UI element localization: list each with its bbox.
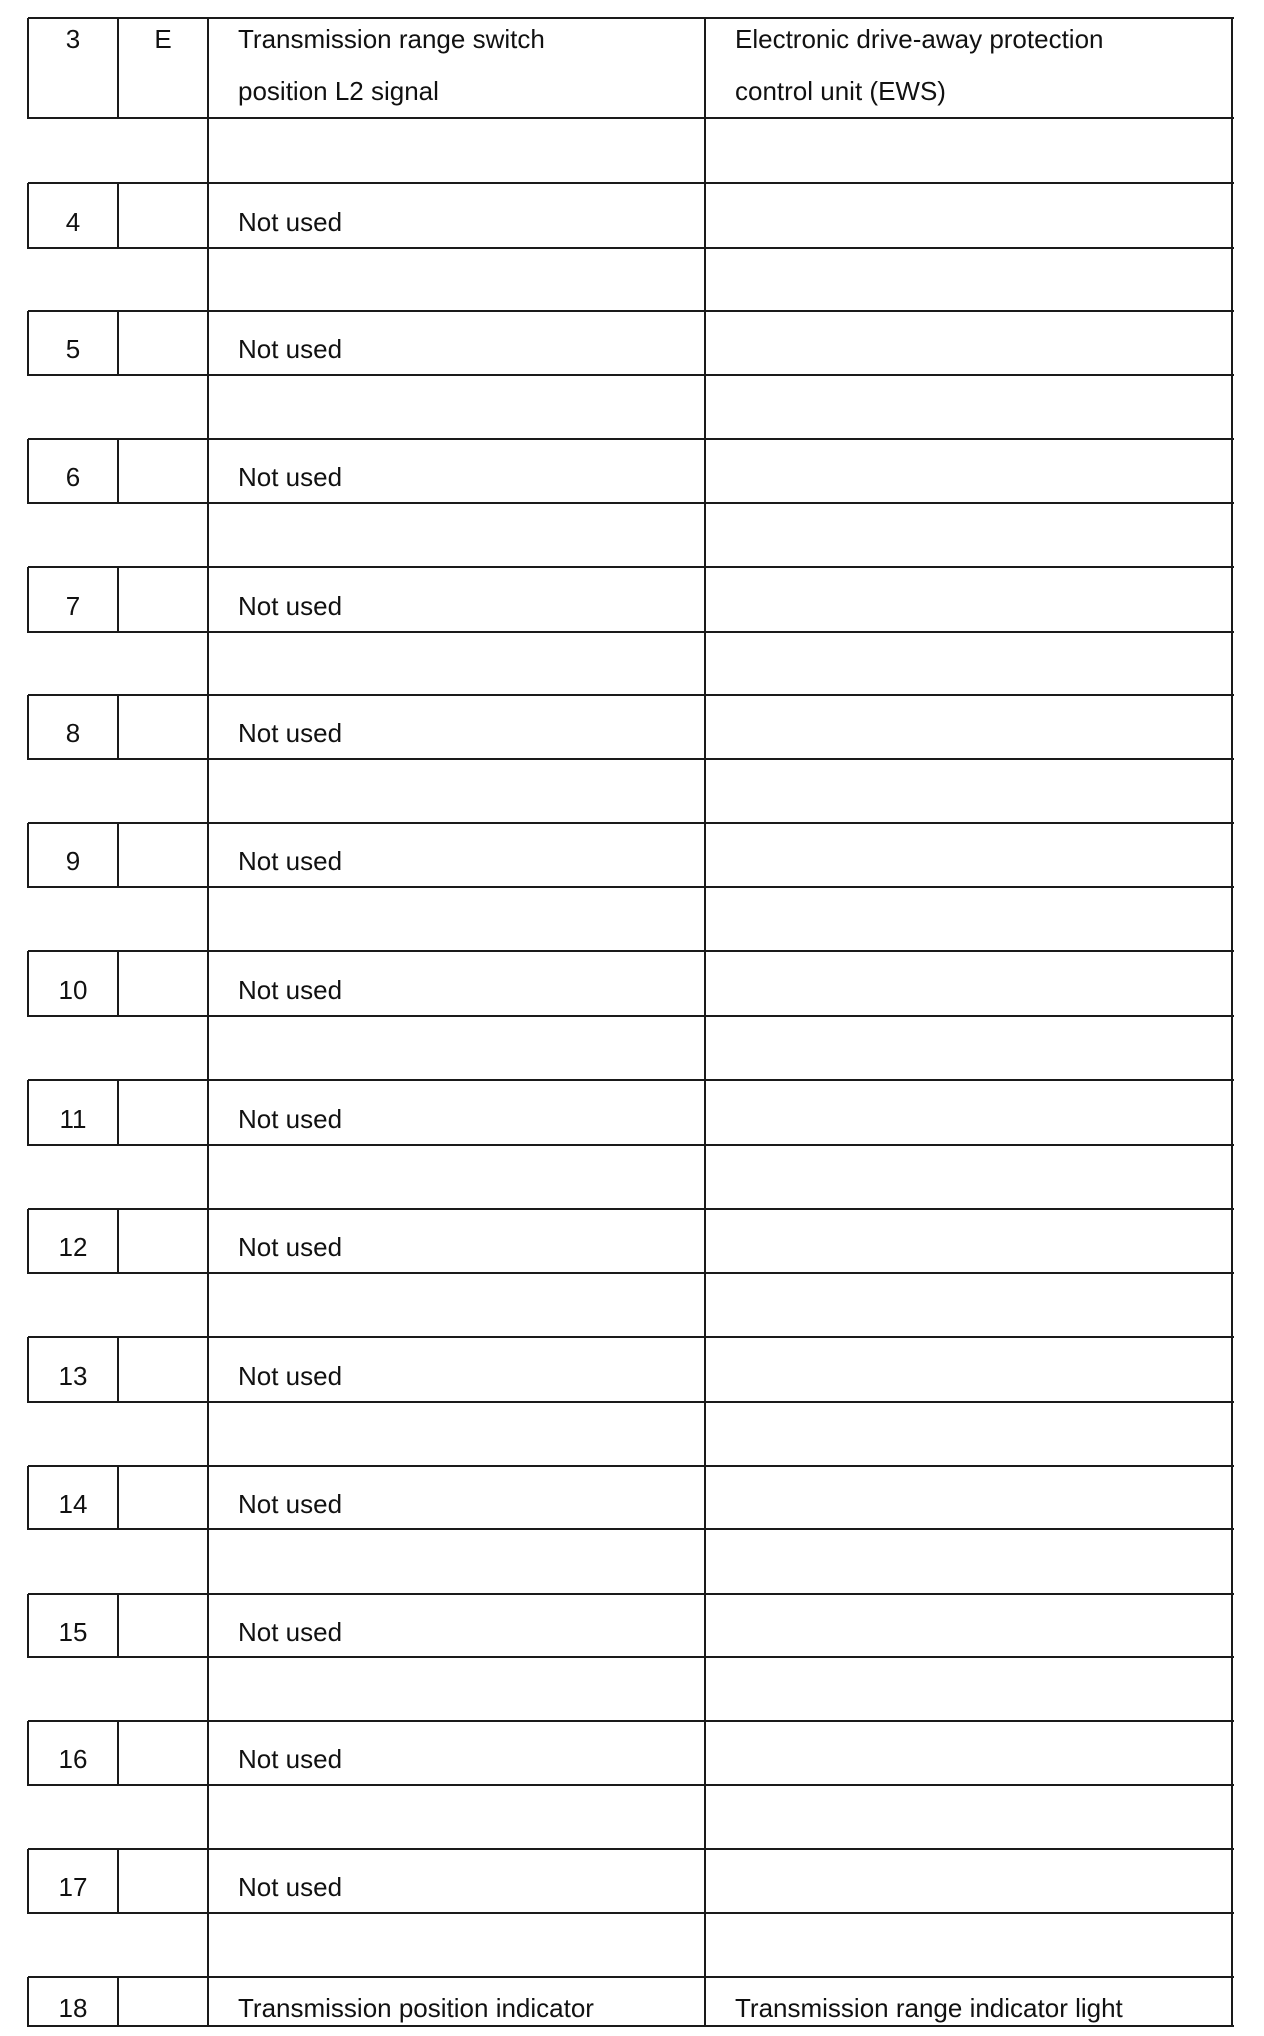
pin-number: 17 bbox=[58, 1872, 88, 1902]
col-rule-right bbox=[1231, 311, 1233, 440]
description-line: Not used bbox=[238, 1617, 343, 1647]
description-line: position L2 signal bbox=[238, 76, 439, 106]
col-rule-type bbox=[207, 951, 209, 1081]
col-rule-desc bbox=[704, 567, 706, 696]
col-rule-right bbox=[1231, 1594, 1233, 1722]
col-rule-left bbox=[27, 1977, 29, 2027]
pin-number: 18 bbox=[58, 1993, 88, 2023]
description-line: Not used bbox=[238, 462, 343, 492]
pin-number: 3 bbox=[65, 24, 81, 54]
col-rule-right bbox=[1231, 823, 1233, 952]
col-rule-desc bbox=[704, 311, 706, 440]
col-rule-desc bbox=[704, 439, 706, 568]
col-rule-desc bbox=[704, 183, 706, 312]
col-rule-desc bbox=[704, 823, 706, 952]
col-rule-desc bbox=[704, 1849, 706, 1978]
col-rule-type bbox=[207, 311, 209, 440]
description-line: Not used bbox=[238, 1744, 343, 1774]
pin-number: 13 bbox=[58, 1361, 88, 1391]
col-rule-right bbox=[1231, 1209, 1233, 1338]
pin-number: 8 bbox=[65, 718, 81, 748]
col-rule-type bbox=[207, 1466, 209, 1595]
col-rule-right bbox=[1231, 1721, 1233, 1850]
pin-number: 15 bbox=[58, 1617, 88, 1647]
description-line: Not used bbox=[238, 1104, 343, 1134]
col-rule-type bbox=[207, 1209, 209, 1338]
pin-number: 9 bbox=[65, 846, 81, 876]
col-rule-type bbox=[207, 183, 209, 312]
col-rule-right bbox=[1231, 183, 1233, 312]
col-rule-type bbox=[207, 1977, 209, 2027]
connection-line: Transmission range indicator light bbox=[735, 1993, 1123, 2023]
col-rule-right bbox=[1231, 439, 1233, 568]
col-rule-type bbox=[207, 695, 209, 824]
connection-line: control unit (EWS) bbox=[735, 76, 946, 106]
pin-number: 16 bbox=[58, 1744, 88, 1774]
col-rule-desc bbox=[704, 695, 706, 824]
col-rule-desc bbox=[704, 1080, 706, 1210]
description-line: Transmission range switch bbox=[238, 24, 545, 54]
pin-number: 5 bbox=[65, 334, 81, 364]
col-rule-desc bbox=[704, 1209, 706, 1338]
description-line: Not used bbox=[238, 591, 343, 621]
col-rule-right bbox=[1231, 1466, 1233, 1595]
col-rule-type bbox=[207, 1594, 209, 1722]
col-rule-right bbox=[1231, 695, 1233, 824]
col-rule-right bbox=[1231, 1849, 1233, 1978]
col-rule-type bbox=[207, 567, 209, 696]
col-rule-right bbox=[1231, 18, 1233, 184]
description-line: Not used bbox=[238, 1232, 343, 1262]
col-rule-right bbox=[1231, 1977, 1233, 2027]
col-rule-right bbox=[1231, 1080, 1233, 1210]
col-rule-type bbox=[207, 823, 209, 952]
pin-number: 12 bbox=[58, 1232, 88, 1262]
col-rule-type bbox=[207, 439, 209, 568]
description-line: Not used bbox=[238, 1361, 343, 1391]
description-line: Transmission position indicator bbox=[238, 1993, 594, 2023]
pin-number: 14 bbox=[58, 1489, 88, 1519]
pin-number: 4 bbox=[65, 207, 81, 237]
col-rule-desc bbox=[704, 1977, 706, 2027]
description-line: Not used bbox=[238, 975, 343, 1005]
table-bottom-rule bbox=[28, 2025, 1234, 2027]
description-line: Not used bbox=[238, 334, 343, 364]
col-rule-desc bbox=[704, 1337, 706, 1467]
col-rule-desc bbox=[704, 951, 706, 1081]
col-rule-pin bbox=[117, 1977, 119, 2027]
description-line: Not used bbox=[238, 1489, 343, 1519]
description-line: Not used bbox=[238, 1872, 343, 1902]
col-rule-type bbox=[207, 1080, 209, 1210]
pin-number: 6 bbox=[65, 462, 81, 492]
col-rule-right bbox=[1231, 951, 1233, 1081]
col-rule-desc bbox=[704, 1721, 706, 1850]
col-rule-right bbox=[1231, 567, 1233, 696]
description-line: Not used bbox=[238, 846, 343, 876]
col-rule-desc bbox=[704, 1466, 706, 1595]
col-rule-desc bbox=[704, 1594, 706, 1722]
col-rule-type bbox=[207, 1849, 209, 1978]
pin-number: 11 bbox=[59, 1104, 87, 1134]
col-rule-desc bbox=[704, 18, 706, 184]
col-rule-type bbox=[207, 1721, 209, 1850]
pin-number: 10 bbox=[58, 975, 88, 1005]
connection-line: Electronic drive-away protection bbox=[735, 24, 1104, 54]
signal-type: E bbox=[154, 24, 172, 54]
description-line: Not used bbox=[238, 718, 343, 748]
col-rule-right bbox=[1231, 1337, 1233, 1467]
pin-number: 7 bbox=[65, 591, 81, 621]
description-line: Not used bbox=[238, 207, 343, 237]
col-rule-type bbox=[207, 1337, 209, 1467]
